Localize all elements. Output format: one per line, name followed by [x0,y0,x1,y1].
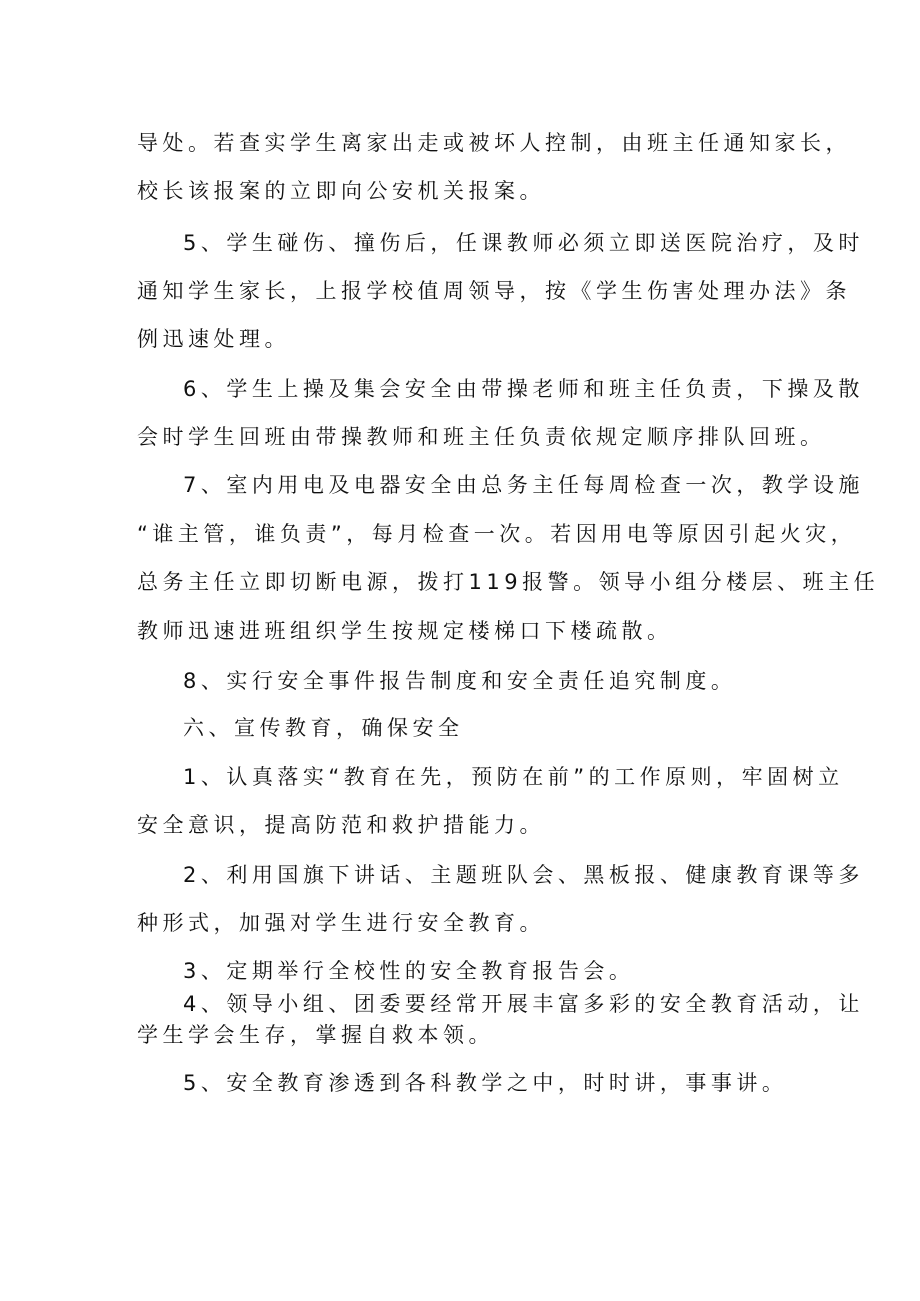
text-line: 7、室内用电及电器安全由总务主任每周检查一次，教学设施 [183,473,864,497]
text-line: 3、定期举行全校性的安全教育报告会。 [183,959,635,983]
text-line: 校长该报案的立即向公安机关报案。 [137,179,545,203]
section-heading: 六、宣传教育，确保安全 [183,716,464,740]
text-line: 6、学生上操及集会安全由带操老师和班主任负责，下操及散 [183,377,864,401]
text-line: 5、学生碰伤、撞伤后，任课教师必须立即送医院治疗，及时 [183,231,864,255]
text-line: 会时学生回班由带操教师和班主任负责依规定顺序排队回班。 [137,425,826,449]
text-line: 例迅速处理。 [137,327,290,351]
text-line: 4、领导小组、团委要经常开展丰富多彩的安全教育活动，让 [183,992,864,1016]
text-line: 8、实行安全事件报告制度和安全责任追究制度。 [183,669,737,693]
text-line: 1、认真落实“教育在先，预防在前”的工作原则，牢固树立 [183,765,844,789]
text-line: 5、安全教育渗透到各科教学之中，时时讲，事事讲。 [183,1071,788,1095]
text-line: 通知学生家长，上报学校值周领导，按《学生伤害处理办法》条 [137,279,851,303]
text-line: 安全意识，提高防范和救护措能力。 [137,813,545,837]
text-line: 总务主任立即切断电源，拨打119报警。领导小组分楼层、班主任 [137,570,880,594]
text-line: 教师迅速进班组织学生按规定楼梯口下楼疏散。 [137,619,673,643]
text-line: 2、利用国旗下讲话、主题班队会、黑板报、健康教育课等多 [183,863,864,887]
text-line: 种形式，加强对学生进行安全教育。 [137,911,545,935]
text-line: 导处。若查实学生离家出走或被坏人控制，由班主任通知家长， [137,131,851,155]
text-line: “谁主管，谁负责”，每月检查一次。若因用电等原因引起火灾， [137,522,857,546]
text-line: 学生学会生存，掌握自救本领。 [137,1023,494,1047]
